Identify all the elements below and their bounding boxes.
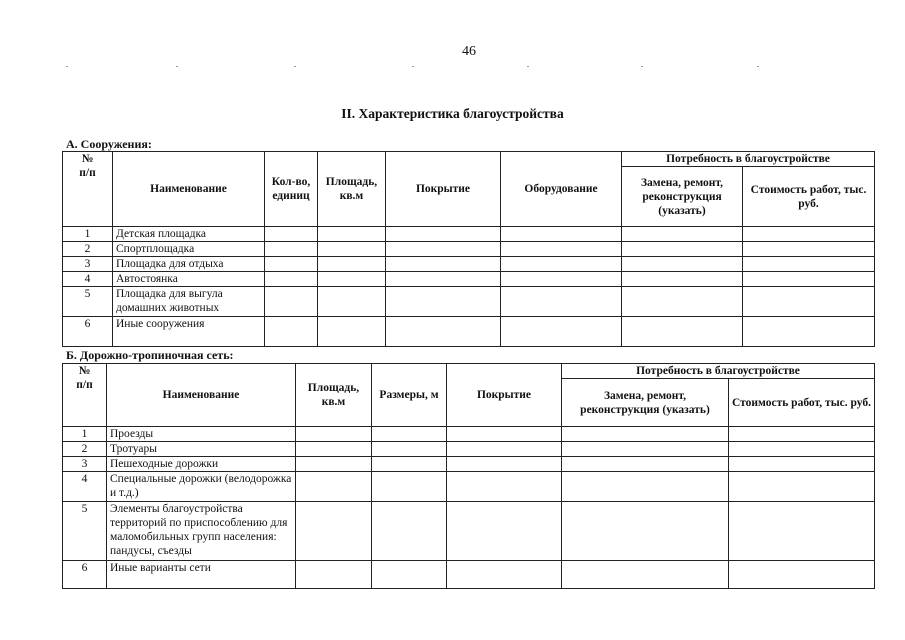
row-number: 3	[63, 257, 113, 272]
cell	[729, 442, 875, 457]
table-row	[63, 442, 875, 457]
row-name: Иные сооружения	[113, 317, 265, 347]
col-area-header: Площадь, кв.м	[296, 364, 372, 427]
row-number: 6	[63, 561, 107, 589]
row-number: 1	[63, 227, 113, 242]
table-b-caption: Б. Дорожно-тропиночная сеть:	[66, 348, 234, 362]
cell	[265, 272, 318, 287]
cell	[743, 287, 875, 317]
cell	[296, 457, 372, 472]
row-name: Пешеходные дорожки	[107, 457, 296, 472]
cell	[729, 502, 875, 561]
cell	[296, 561, 372, 589]
col-count-header: Кол-во, единиц	[265, 152, 318, 227]
row-number: 5	[63, 287, 113, 317]
row-name: Площадка для выгула домашних животных	[113, 287, 265, 317]
cell	[386, 272, 501, 287]
cell	[729, 561, 875, 589]
col-name-header: Наименование	[113, 152, 265, 227]
cell	[372, 442, 447, 457]
col-cost-header: Стоимость работ, тыс. руб.	[743, 167, 875, 227]
cell	[447, 427, 562, 442]
cell	[372, 472, 447, 502]
cell	[729, 457, 875, 472]
row-name: Автостоянка	[113, 272, 265, 287]
cell	[447, 457, 562, 472]
cell	[265, 257, 318, 272]
row-name: Детская площадка	[113, 227, 265, 242]
need-group-header: Потребность в благоустройстве	[562, 364, 875, 379]
col-number-header: № п/п	[63, 152, 113, 227]
cell	[622, 227, 743, 242]
table-row	[63, 287, 875, 317]
table-row	[63, 272, 875, 287]
table-row	[63, 457, 875, 472]
cell	[318, 287, 386, 317]
row-name: Спортплощадка	[113, 242, 265, 257]
cell	[562, 561, 729, 589]
table-row	[63, 257, 875, 272]
cell	[743, 317, 875, 347]
cell	[386, 257, 501, 272]
need-group-header: Потребность в благоустройстве	[622, 152, 875, 167]
col-equipment-header: Оборудование	[501, 152, 622, 227]
cell	[562, 427, 729, 442]
row-number: 6	[63, 317, 113, 347]
row-name: Иные варианты сети	[107, 561, 296, 589]
row-name: Элементы благоустройства территорий по приспособлению для маломобильных групп населения: пандусы, съезды	[107, 502, 296, 561]
table-row	[63, 427, 875, 442]
cell	[265, 227, 318, 242]
cell	[447, 561, 562, 589]
scan-speck	[412, 66, 414, 67]
table-row	[63, 242, 875, 257]
col-size-header: Размеры, м	[372, 364, 447, 427]
cell	[318, 227, 386, 242]
cell	[447, 502, 562, 561]
scan-speck	[294, 66, 296, 67]
cell	[562, 502, 729, 561]
row-number: 3	[63, 457, 107, 472]
cell	[501, 257, 622, 272]
cell	[372, 561, 447, 589]
cell	[743, 272, 875, 287]
col-cost-header: Стоимость работ, тыс. руб.	[729, 379, 875, 427]
scan-speck	[66, 66, 68, 67]
row-name: Проезды	[107, 427, 296, 442]
row-name: Специальные дорожки (велодорожка и т.д.)	[107, 472, 296, 502]
row-name: Тротуары	[107, 442, 296, 457]
section-title: II. Характеристика благоустройства	[341, 106, 564, 121]
cell	[296, 427, 372, 442]
cell	[447, 442, 562, 457]
row-number: 1	[63, 427, 107, 442]
cell	[743, 242, 875, 257]
cell	[562, 457, 729, 472]
road-network-table	[62, 363, 875, 589]
row-name: Площадка для отдыха	[113, 257, 265, 272]
cell	[501, 272, 622, 287]
cell	[501, 227, 622, 242]
cell	[296, 472, 372, 502]
cell	[265, 242, 318, 257]
cell	[622, 242, 743, 257]
row-number: 2	[63, 442, 107, 457]
cell	[372, 427, 447, 442]
cell	[372, 457, 447, 472]
cell	[501, 287, 622, 317]
structures-table	[62, 151, 875, 347]
col-area-header: Площадь, кв.м	[318, 152, 386, 227]
row-number: 5	[63, 502, 107, 561]
col-coating-header: Покрытие	[447, 364, 562, 427]
table-row	[63, 227, 875, 242]
table-row	[63, 502, 875, 561]
cell	[447, 472, 562, 502]
table-row	[63, 317, 875, 347]
col-number-header: № п/п	[63, 364, 107, 427]
cell	[501, 317, 622, 347]
col-coating-header: Покрытие	[386, 152, 501, 227]
cell	[562, 442, 729, 457]
cell	[386, 287, 501, 317]
table-a-caption: А. Сооружения:	[66, 137, 152, 151]
cell	[265, 317, 318, 347]
scan-speck	[176, 66, 178, 67]
cell	[501, 242, 622, 257]
table-row	[63, 472, 875, 502]
scan-speck	[757, 66, 759, 67]
col-replace-header: Замена, ремонт, реконструкция (указать)	[562, 379, 729, 427]
cell	[318, 317, 386, 347]
row-number: 2	[63, 242, 113, 257]
cell	[622, 317, 743, 347]
page-number: 46	[462, 44, 476, 59]
cell	[562, 472, 729, 502]
row-number: 4	[63, 472, 107, 502]
col-replace-header: Замена, ремонт, реконструкция (указать)	[622, 167, 743, 227]
scan-speck	[641, 66, 643, 67]
cell	[372, 502, 447, 561]
cell	[729, 427, 875, 442]
cell	[386, 227, 501, 242]
cell	[386, 317, 501, 347]
cell	[296, 442, 372, 457]
cell	[622, 257, 743, 272]
cell	[743, 257, 875, 272]
col-name-header: Наименование	[107, 364, 296, 427]
cell	[296, 502, 372, 561]
cell	[622, 287, 743, 317]
cell	[318, 257, 386, 272]
cell	[318, 242, 386, 257]
table-row	[63, 561, 875, 589]
cell	[265, 287, 318, 317]
scan-speck	[527, 66, 529, 67]
cell	[743, 227, 875, 242]
cell	[386, 242, 501, 257]
row-number: 4	[63, 272, 113, 287]
cell	[729, 472, 875, 502]
cell	[318, 272, 386, 287]
cell	[622, 272, 743, 287]
